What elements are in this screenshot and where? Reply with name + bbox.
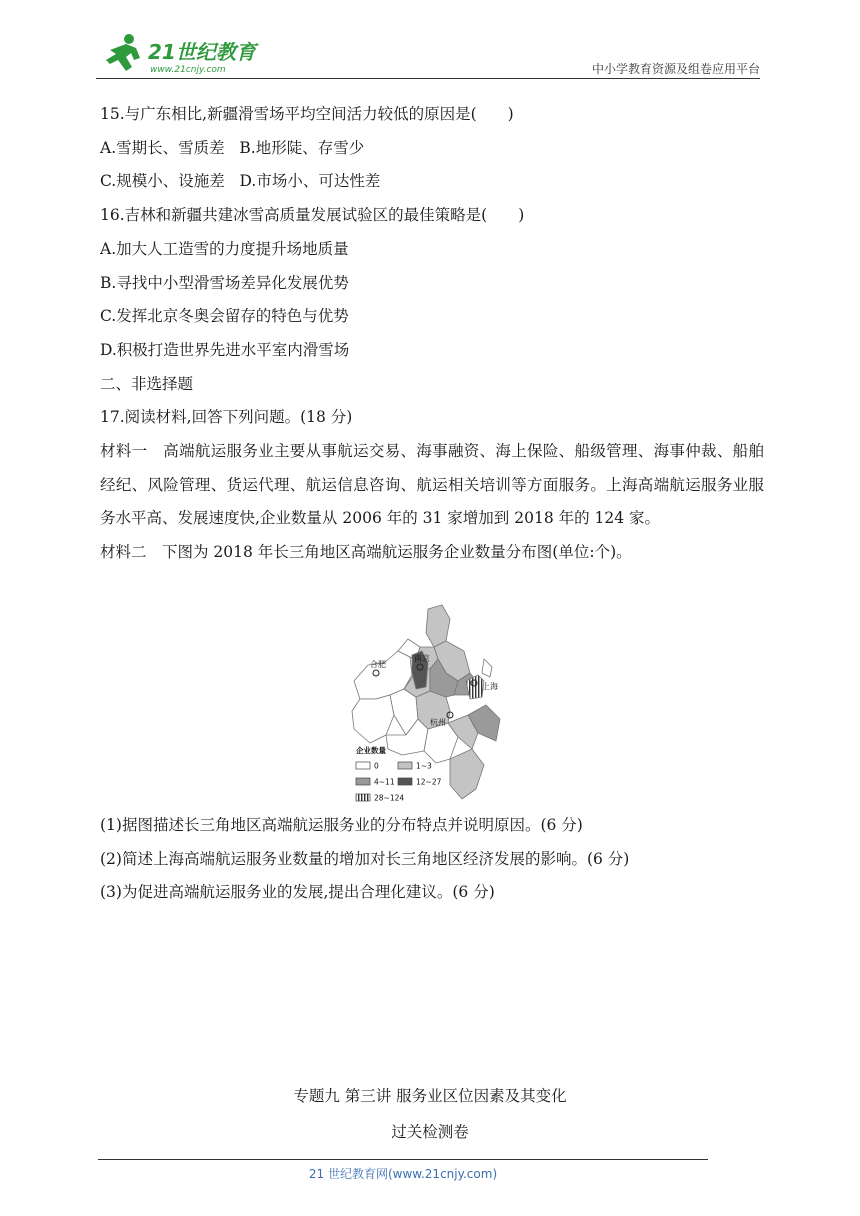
material-2: 材料二 下图为 2018 年长三角地区高端航运服务企业数量分布图(单位:个)。 <box>100 543 632 562</box>
legend-swatch-12-27 <box>398 778 412 785</box>
legend-swatch-28-124 <box>356 794 370 801</box>
legend-swatch-0 <box>356 762 370 769</box>
footer-site-link[interactable]: 21 世纪教育网(www.21cnjy.com) <box>308 1167 498 1181</box>
sub-questions <box>100 809 764 910</box>
region-1-3 <box>450 749 484 799</box>
question-16-option-a: A.加大人工造雪的力度提升场地质量 <box>100 239 349 258</box>
material-1: 材料一 高端航运服务业主要从事航运交易、海事融资、海上保险、船级管理、海事仲裁、船舶经纪、风险管理、货运代理、航运信息咨询、航运相关培训等方面服务。上海高端航运服务业服务水平高、发展速度快,企业数量从 2006 年的 31 家增加到 2018 年的 124 家。 <box>100 442 764 528</box>
city-label-hangzhou: 杭州 <box>430 718 446 727</box>
logo-text: 21世纪教育 <box>148 40 256 64</box>
question-16-option-d: D.积极打造世界先进水平室内滑雪场 <box>100 340 350 359</box>
legend-label-28-124: 28~124 <box>374 793 405 803</box>
city-label-shanghai: 上海 <box>482 682 498 691</box>
header-divider <box>96 78 760 79</box>
legend-label-12-27: 12~27 <box>416 777 442 787</box>
question-15-options-cd: C.规模小、设施差 D.市场小、可达性差 <box>100 172 381 191</box>
legend-label-0: 0 <box>374 761 379 771</box>
footer-subtitle: 过关检测卷 <box>391 1123 469 1141</box>
legend-label-1-3: 1~3 <box>416 761 432 771</box>
city-label-nanjing: 南京 <box>414 654 430 663</box>
legend-swatch-1-3 <box>398 762 412 769</box>
sub-question-3: (3)为促进高端航运服务业的发展,提出合理化建议。(6 分) <box>100 883 495 902</box>
question-15-options-ab: A.雪期长、雪质差 B.地形陡、存雪少 <box>100 138 365 157</box>
sub-question-2: (2)简述上海高端航运服务业数量的增加对长三角地区经济发展的影响。(6 分) <box>100 849 630 868</box>
question-17-stem: 17.阅读材料,回答下列问题。(18 分) <box>100 408 353 427</box>
platform-name: 中小学教育资源及组卷应用平台 <box>591 62 760 76</box>
footer-title: 专题九 第三讲 服务业区位因素及其变化 <box>293 1087 567 1105</box>
logo-url: www.21cnjy.com <box>150 65 226 75</box>
page-header <box>96 30 760 80</box>
legend-swatch-4-11 <box>356 778 370 785</box>
region-1-3 <box>426 605 450 647</box>
city-label-hefei: 合肥 <box>370 660 386 669</box>
question-16-option-b: B.寻找中小型滑雪场差异化发展优势 <box>100 273 349 292</box>
footer-divider <box>98 1159 708 1160</box>
legend-title: 企业数量 <box>356 746 386 755</box>
logo-icon <box>96 30 266 78</box>
section-heading: 二、非选择题 <box>100 374 194 393</box>
region-0 <box>482 659 492 677</box>
legend-label-4-11: 4~11 <box>374 777 395 787</box>
question-16-option-c: C.发挥北京冬奥会留存的特色与优势 <box>100 307 349 326</box>
question-content <box>100 98 764 570</box>
question-15-stem: 15.与广东相比,新疆滑雪场平均空间活力较低的原因是( ) <box>100 105 514 123</box>
yangtze-delta-map <box>346 603 506 803</box>
distribution-map <box>346 603 506 803</box>
sub-question-1: (1)据图描述长三角地区高端航运服务业的分布特点并说明原因。(6 分) <box>100 816 583 834</box>
question-16-stem: 16.吉林和新疆共建冰雪高质量发展试验区的最佳策略是( ) <box>100 206 525 225</box>
